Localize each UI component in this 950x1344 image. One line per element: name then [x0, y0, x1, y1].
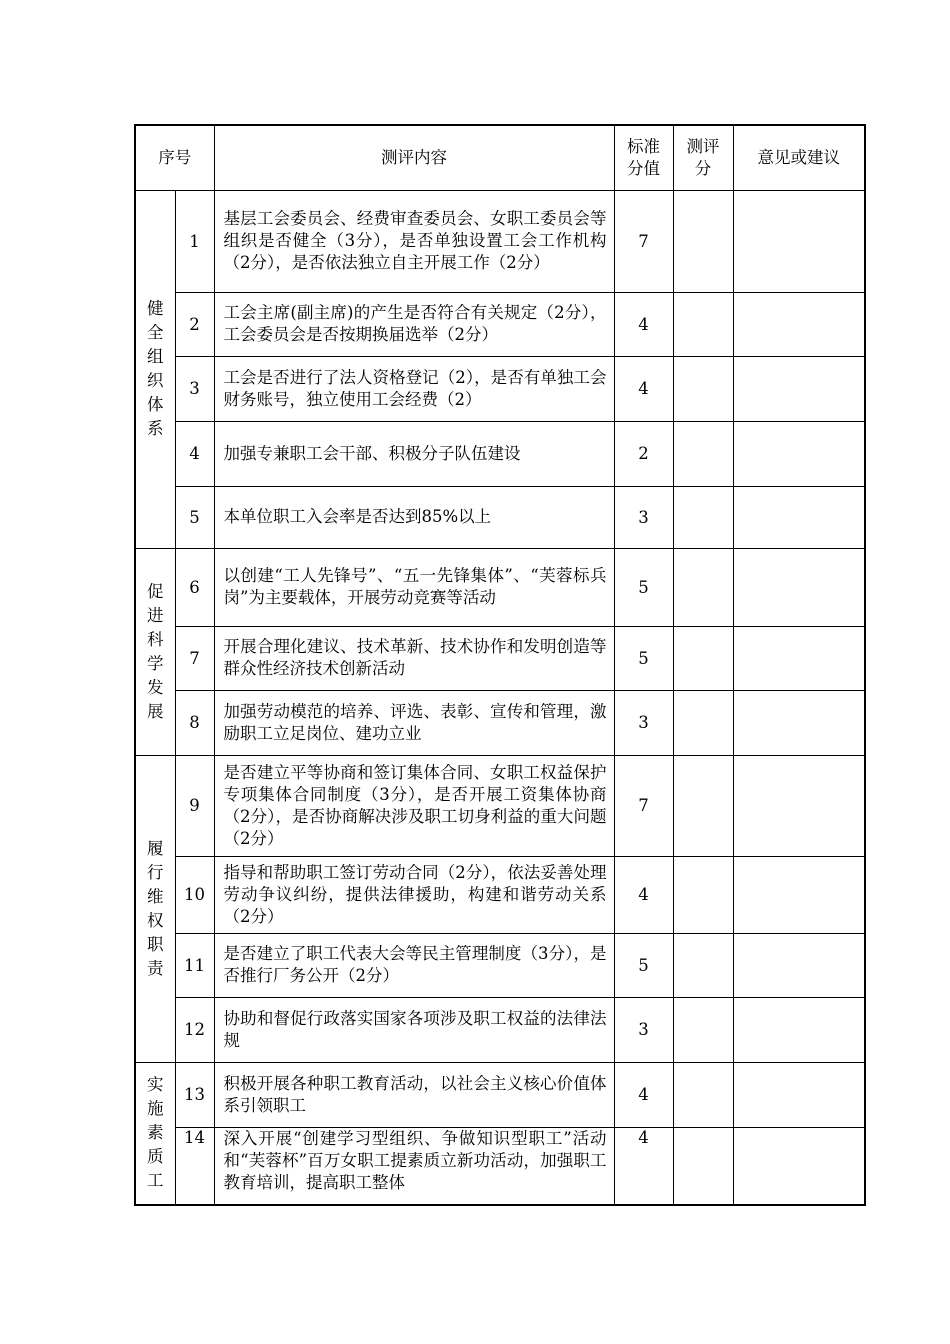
- row-evaluation-score-cell[interactable]: [673, 1127, 733, 1205]
- row-standard-score: 3: [614, 997, 673, 1062]
- row-standard-score: 3: [614, 486, 673, 548]
- row-number: 3: [175, 356, 214, 421]
- category-char: 维: [147, 886, 164, 906]
- header-evaluation-line2: 分: [694, 158, 712, 178]
- row-standard-score: 3: [614, 690, 673, 755]
- row-content: 工会是否进行了法人资格登记（2），是否有单独工会财务账号，独立使用工会经费（2）: [214, 356, 614, 421]
- row-opinion-cell[interactable]: [733, 626, 865, 690]
- row-standard-score: 7: [614, 755, 673, 856]
- category-char: 行: [147, 862, 164, 882]
- row-evaluation-score-cell[interactable]: [673, 486, 733, 548]
- row-opinion-cell[interactable]: [733, 690, 865, 755]
- category-char: 系: [147, 419, 164, 438]
- row-number: 9: [175, 755, 214, 856]
- row-number: 5: [175, 486, 214, 548]
- category-char: 织: [147, 371, 164, 390]
- row-number: 11: [175, 933, 214, 997]
- row-content: 指导和帮助职工签订劳动合同（2分），依法妥善处理劳动争议纠纷，提供法律援助，构建和谐劳动关系（2分）: [214, 856, 614, 933]
- row-content: 是否建立了职工代表大会等民主管理制度（3分），是否推行厂务公开（2分）: [214, 933, 614, 997]
- row-evaluation-score-cell[interactable]: [673, 190, 733, 292]
- header-evaluation-line1: 测评: [686, 136, 720, 156]
- category-cell: [135, 190, 175, 548]
- table-row: [135, 486, 865, 548]
- row-evaluation-score-cell[interactable]: [673, 356, 733, 421]
- header-content: 测评内容: [214, 125, 614, 190]
- row-standard-score: 4: [614, 356, 673, 421]
- category-char: 科: [147, 629, 164, 649]
- category-char: 全: [147, 323, 164, 342]
- category-char: 进: [147, 605, 164, 625]
- category-char: 组: [147, 347, 164, 366]
- row-content: 开展合理化建议、技术革新、技术协作和发明创造等群众性经济技术创新活动: [214, 626, 614, 690]
- row-evaluation-score-cell[interactable]: [673, 1062, 733, 1127]
- table-row: [135, 1127, 865, 1205]
- table-row: [135, 548, 865, 626]
- category-label: [136, 580, 175, 724]
- table-row: [135, 690, 865, 755]
- row-opinion-cell[interactable]: [733, 190, 865, 292]
- row-standard-score: 5: [614, 626, 673, 690]
- row-number: 8: [175, 690, 214, 755]
- category-char: 职: [147, 934, 164, 954]
- row-content: 协助和督促行政落实国家各项涉及职工权益的法律法规: [214, 997, 614, 1062]
- row-opinion-cell[interactable]: [733, 486, 865, 548]
- row-content: 加强劳动模范的培养、评选、表彰、宣传和管理，激励职工立足岗位、建功立业: [214, 690, 614, 755]
- row-standard-score: 5: [614, 933, 673, 997]
- header-evaluation-score: [673, 125, 733, 190]
- table-row: [135, 997, 865, 1062]
- table-row: [135, 292, 865, 356]
- evaluation-table-container: [134, 124, 864, 1206]
- row-standard-score: 5: [614, 548, 673, 626]
- row-opinion-cell[interactable]: [733, 421, 865, 486]
- category-char: 发: [147, 677, 164, 697]
- row-number: 2: [175, 292, 214, 356]
- category-cell: [135, 548, 175, 755]
- row-content: 深入开展“创建学习型组织、争做知识型职工”活动和“芙蓉杯”百万女职工提素质立新功活动，加强职工教育培训，提高职工整体: [214, 1127, 614, 1205]
- row-opinion-cell[interactable]: [733, 356, 865, 421]
- row-evaluation-score-cell[interactable]: [673, 933, 733, 997]
- table-row: [135, 356, 865, 421]
- row-evaluation-score-cell[interactable]: [673, 421, 733, 486]
- category-char: 促: [147, 581, 164, 601]
- table-row: [135, 755, 865, 856]
- row-standard-score: 7: [614, 190, 673, 292]
- row-standard-score: 4: [614, 856, 673, 933]
- category-label: [136, 837, 175, 981]
- row-evaluation-score-cell[interactable]: [673, 690, 733, 755]
- row-evaluation-score-cell[interactable]: [673, 292, 733, 356]
- category-cell: [135, 755, 175, 1062]
- category-label: [136, 1073, 175, 1193]
- row-evaluation-score-cell[interactable]: [673, 856, 733, 933]
- header-standard-line2: 分值: [627, 158, 660, 178]
- category-char: 展: [147, 701, 164, 721]
- row-number: 6: [175, 548, 214, 626]
- row-evaluation-score-cell[interactable]: [673, 626, 733, 690]
- category-char: 施: [147, 1099, 164, 1119]
- row-standard-score: 4: [614, 292, 673, 356]
- row-content: 以创建“工人先锋号”、“五一先锋集体”、“芙蓉标兵岗”为主要载体，开展劳动竞赛等活动: [214, 548, 614, 626]
- row-content: 是否建立平等协商和签订集体合同、女职工权益保护专项集体合同制度（3分），是否开展工资集体协商（2分），是否协商解决涉及职工切身利益的重大问题（2分）: [214, 755, 614, 856]
- row-evaluation-score-cell[interactable]: [673, 548, 733, 626]
- row-content: 加强专兼职工会干部、积极分子队伍建设: [214, 421, 614, 486]
- category-char: 实: [147, 1075, 164, 1095]
- header-standard-score: [614, 125, 673, 190]
- row-number: 4: [175, 421, 214, 486]
- table-row: [135, 933, 865, 997]
- row-opinion-cell[interactable]: [733, 997, 865, 1062]
- category-cell: [135, 1062, 175, 1205]
- row-number: 13: [175, 1062, 214, 1127]
- row-content: 基层工会委员会、经费审查委员会、女职工委员会等组织是否健全（3分），是否单独设置工会工作机构（2分），是否依法独立自主开展工作（2分）: [214, 190, 614, 292]
- row-content: 本单位职工入会率是否达到85%以上: [214, 486, 614, 548]
- table-row: [135, 190, 865, 292]
- table-row: [135, 421, 865, 486]
- row-opinion-cell[interactable]: [733, 933, 865, 997]
- header-opinion: 意见或建议: [733, 125, 865, 190]
- category-char: 质: [147, 1147, 164, 1167]
- category-char: 权: [147, 910, 164, 930]
- category-char: 学: [147, 653, 164, 673]
- category-label: [136, 297, 175, 441]
- row-opinion-cell[interactable]: [733, 292, 865, 356]
- table-row: [135, 856, 865, 933]
- category-char: 健: [147, 299, 164, 318]
- header-seq: 序号: [135, 125, 214, 190]
- table-row: [135, 626, 865, 690]
- category-char: 履: [147, 838, 164, 858]
- row-opinion-cell[interactable]: [733, 1127, 865, 1205]
- table-header-row: [135, 125, 865, 190]
- category-char: 工: [147, 1171, 164, 1191]
- category-char: 体: [147, 395, 164, 414]
- row-evaluation-score-cell[interactable]: [673, 997, 733, 1062]
- row-number: 7: [175, 626, 214, 690]
- row-opinion-cell[interactable]: [733, 1062, 865, 1127]
- category-char: 素: [147, 1123, 164, 1143]
- row-number: 1: [175, 190, 214, 292]
- row-number: 12: [175, 997, 214, 1062]
- row-opinion-cell[interactable]: [733, 856, 865, 933]
- table-row: [135, 1062, 865, 1127]
- row-standard-score: 4: [614, 1062, 673, 1127]
- row-content: 积极开展各种职工教育活动，以社会主义核心价值体系引领职工: [214, 1062, 614, 1127]
- row-evaluation-score-cell[interactable]: [673, 755, 733, 856]
- category-char: 责: [147, 958, 164, 978]
- row-standard-score: 4: [614, 1127, 673, 1205]
- row-number: 10: [175, 856, 214, 933]
- row-number: 14: [175, 1127, 214, 1205]
- row-opinion-cell[interactable]: [733, 755, 865, 856]
- header-standard-line1: 标准: [627, 136, 660, 156]
- evaluation-table: [134, 124, 866, 1206]
- row-opinion-cell[interactable]: [733, 548, 865, 626]
- row-content: 工会主席(副主席)的产生是否符合有关规定（2分），工会委员会是否按期换届选举（2分）: [214, 292, 614, 356]
- row-standard-score: 2: [614, 421, 673, 486]
